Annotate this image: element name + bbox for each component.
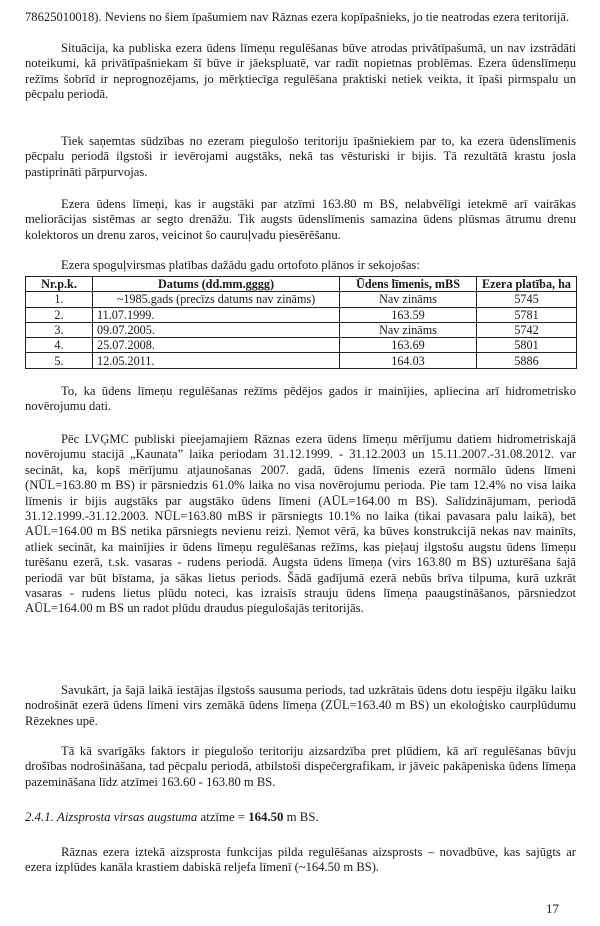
paragraph-dam: Rāznas ezera iztekā aizsprosta funkcijas pilda regulēšanas aizsprosts – novadbūve, kas sajūgts ar ezera izplūdes kanāla krastiem dabiskā reljefa līmenī (~164.50 m BS). — [25, 845, 576, 875]
col-header-lake-area: Ezera platība, ha — [477, 277, 577, 292]
cell-lake-area: 5801 — [477, 338, 577, 353]
col-header-nr: Nr.p.k. — [26, 277, 93, 292]
paragraph-drainage: Ezera ūdens līmeņi, kas ir augstāki par atzīmi 163.80 m BS, nelabvēlīgi ietekmē arī vairākas meliorācijas sistēmas ar segto drenāžu. Tik augsts ūdenslīmenis samazina ūdens plūsmas ātrumu drenu kolektoros un drenu zaros, veicinot šo cauruļvadu piesērēšanu. — [25, 197, 576, 242]
table-row — [26, 292, 577, 307]
cell-date: 12.05.2011. — [93, 353, 340, 368]
cell-lake-area: 5886 — [477, 353, 577, 368]
table-row — [26, 338, 577, 353]
section-number: 2.4.1. — [25, 810, 54, 824]
lake-area-table — [25, 276, 577, 369]
cell-nr: 4. — [26, 338, 93, 353]
cell-date: 25.07.2008. — [93, 338, 340, 353]
section-title-tail: atzīme = — [200, 810, 246, 824]
paragraph-complaints: Tiek saņemtas sūdzības no ezeram piegulošo teritoriju īpašniekiem par to, ka ezera ūdenslīmenis pēcpalu periodā ilgstoši ir ievērojami augstāks, nekā tas vēsturiski ir bijis. Tā rezultātā krastu josla pastiprināti pārpurvojas. — [25, 134, 576, 179]
paragraph-intro: 78625010018). Neviens no šiem īpašumiem nav Rāznas ezera kopīpašnieks, jo tie neatrodas ezera teritorijā. — [25, 10, 570, 24]
table-row — [26, 353, 577, 368]
table-row — [26, 322, 577, 337]
section-value: 164.50 — [248, 810, 284, 824]
paragraph-drought: Savukārt, ja šajā laikā iestājas ilgstošs sausuma periods, tad uzkrātais ūdens dotu iespēju ilgāku laiku nodrošināt ezerā ūdens līmeni virs zemākā ūdens līmeņa (ZŪL=163.40 m BS) un ekoloģisko caurplūdumu Rēzeknes upē. — [25, 683, 576, 728]
section-heading — [25, 809, 319, 825]
col-header-water-level: Ūdens līmenis, mBS — [340, 277, 477, 292]
cell-date: ~1985.gads (precīzs datums nav zināms) — [93, 292, 340, 307]
col-header-date: Datums (dd.mm.gggg) — [93, 277, 340, 292]
cell-date: 09.07.2005. — [93, 322, 340, 337]
cell-water-level: Nav zināms — [340, 322, 477, 337]
cell-water-level: 163.59 — [340, 307, 477, 322]
paragraph-flood-protection: Tā kā svarīgāks faktors ir piegulošo teritoriju aizsardzība pret plūdiem, kā arī regulēšanas būvju drošības nodrošināšana, tad pēcpalu periodā, atbilstoši dispečergrafikam, ir jāveic pakāpeniska ūdens līmeņa pazemināšana līdz atzīmei 163.60 - 163.80 m BS. — [25, 744, 576, 789]
cell-nr: 1. — [26, 292, 93, 307]
page-number: 17 — [546, 901, 559, 916]
cell-lake-area: 5742 — [477, 322, 577, 337]
paragraph-lvgmc-data: Pēc LVĢMC publiski pieejamajiem Rāznas ezera ūdens līmeņu mērījumu datiem hidrometriskajā novērojumu stacijā „Kaunata” laika periodam 31.12.1999. - 31.12.2003 un 15.11.2007.-31.08.2012. var secināt, ka, kopš mērījumu atjaunošanas 2007. gadā, ūdens līmenis ezerā normālo ūdens līmeni (NŪL=163.80 m BS) ir pārsniedzis 61.0% laika no visa novērojumu perioda. Pie tam 12.4% no visa laika līmenis ir bijis augstāks par augstāko ūdens līmeni (AŪL=164.00 m BS). Salīdzinājumam, periodā 31.12.1999.-31.12.2003. NŪL=163.80 mBS ir pārsniegts 10.1% no laika (tikai pavasara palu laikā), bet AŪL=164.00 m BS netika pārsniegts nevienu reizi. Ņemot vērā, ka būves konstrukcijā nekas nav mainīts, atliek secināt, ka mainījies ir ūdens līmeņu regulēšanas režīms, kas pieļauj ilgstošu augstu ūdens līmeņu turēšanu ezerā, t.sk. vasaras - rudens periodā. Augsta ūdens līmeņa (virs 163.80 m BS) uzturēšana šajā periodā var būt bīstama, ja sākas lietus periods. Šādā gadījumā ezerā nebūs brīva tilpuma, kurā uzkrāt vasaras - rudens lietus plūdu noteci, kas izraisīs strauju ūdens līmeņa paaugstināšanos, pārsniedzot AŪL=164.00 m BS un radot plūdu draudus piegulošajās teritorijās. — [25, 432, 576, 616]
cell-nr: 3. — [26, 322, 93, 337]
paragraph-table-intro: Ezera spoguļvirsmas platības dažādu gadu ortofoto plānos ir sekojošas: — [61, 258, 420, 272]
cell-lake-area: 5781 — [477, 307, 577, 322]
paragraph-situation: Situācija, ka publiska ezera ūdens līmeņu regulēšanas būve atrodas privātīpašumā, un nav izstrādāti noteikumi, kā privātīpašniekam šī būve ir jāekspluatē, var radīt nopietnas problēmas. Ezera ūdenslīmeņu režīms šobrīd ir neprognozējams, jo mērķtiecīga regulēšana praktiski netiek veikta, it īpaši pirmspalu un pēcpalu periodā. — [25, 41, 576, 102]
table-header-row — [26, 277, 577, 292]
cell-water-level: 164.03 — [340, 353, 477, 368]
section-unit: m BS. — [286, 810, 319, 824]
cell-water-level: 163.69 — [340, 338, 477, 353]
cell-lake-area: 5745 — [477, 292, 577, 307]
cell-water-level: Nav zināms — [340, 292, 477, 307]
section-title: Aizsprosta virsas augstuma — [57, 810, 198, 824]
cell-nr: 5. — [26, 353, 93, 368]
cell-date: 11.07.1999. — [93, 307, 340, 322]
paragraph-regime-change: To, ka ūdens līmeņu regulēšanas režīms pēdējos gados ir mainījies, apliecina arī hidrometrisko novērojumu dati. — [25, 384, 576, 414]
cell-nr: 2. — [26, 307, 93, 322]
table-row — [26, 307, 577, 322]
